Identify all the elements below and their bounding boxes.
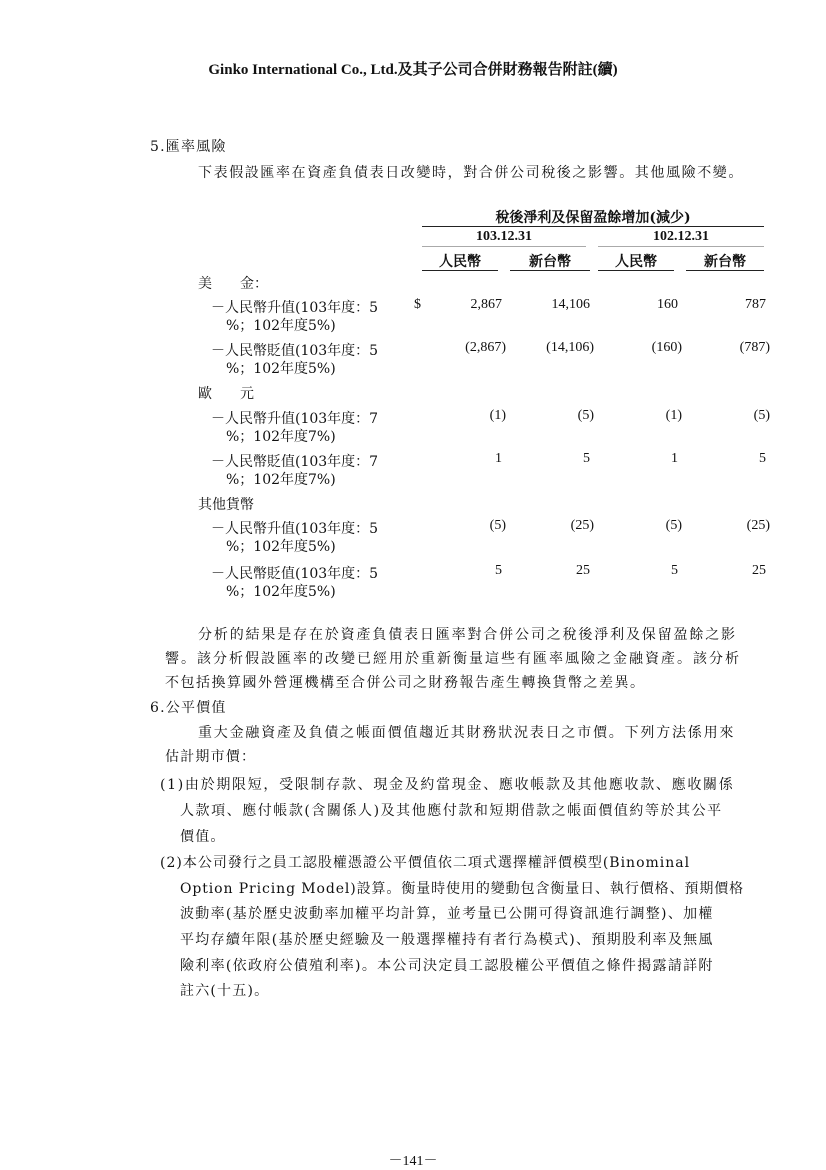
fair-value-item-1-line: 價值。 [180, 829, 226, 845]
col-rule-4 [686, 270, 764, 271]
table-header-rule [422, 226, 764, 227]
table-cell: 2,867 [470, 297, 502, 312]
period-102: 102.12.31 [653, 229, 709, 244]
fair-value-item-2-line: (2)本公司發行之員工認股權憑證公平價值依二項式選擇權評價模型(Binominal [160, 855, 691, 871]
table-cell: 1 [495, 451, 502, 466]
table-cell: 14,106 [551, 297, 590, 312]
row-label-line1: －人民幣貶值(103年度：5 [211, 343, 379, 359]
analysis-line: 不包括換算國外營運機構至合併公司之財務報告產生轉換貨幣之差異。 [165, 675, 646, 691]
period-103-rule [422, 246, 586, 247]
fair-value-item-2-line: 平均存續年限(基於歷史經驗及一般選擇權持有者行為模式)、預期股利率及無風 [180, 932, 714, 948]
col-header-rmb-103: 人民幣 [439, 254, 481, 270]
table-cell: 5 [671, 563, 678, 578]
fair-value-item-2-line: 註六(十五)。 [180, 983, 270, 999]
col-header-twd-102: 新台幣 [704, 254, 746, 270]
table-cell: (14,106) [546, 340, 594, 355]
table-cell: (25) [746, 518, 770, 533]
section-6-intro-line: 重大金融資產及負債之帳面價值趨近其財務狀況表日之市價。下列方法係用來 [198, 725, 736, 741]
row-label-line1: －人民幣升值(103年度：5 [211, 521, 379, 537]
table-cell: 5 [759, 451, 766, 466]
section-5-heading: 5.匯率風險 [150, 139, 227, 155]
period-102-rule [598, 246, 764, 247]
row-label-line2: %；102年度7%) [226, 472, 336, 488]
col-rule-1 [422, 270, 498, 271]
table-cell: (5) [489, 518, 506, 533]
fair-value-item-1-line: (1)由於期限短，受限制存款、現金及約當現金、應收帳款及其他應收款、應收關係 [160, 777, 735, 793]
table-cell: 5 [583, 451, 590, 466]
analysis-line: 分析的結果是存在於資產負債表日匯率對合併公司之稅後淨利及保留盈餘之影 [198, 627, 737, 643]
table-cell: (1) [489, 408, 506, 423]
fair-value-item-2-line: 波動率(基於歷史波動率加權平均計算，並考量已公開可得資訊進行調整)、加權 [180, 906, 714, 922]
table-cell: 25 [576, 563, 590, 578]
table-cell: (787) [739, 340, 770, 355]
row-label-line1: －人民幣貶值(103年度：5 [211, 566, 379, 582]
row-label-line1: －人民幣升值(103年度：5 [211, 300, 379, 316]
row-label-line2: %；102年度5%) [226, 539, 336, 555]
row-label-line2: %；102年度7%) [226, 429, 336, 445]
col-header-rmb-102: 人民幣 [615, 254, 657, 270]
row-label-line2: %；102年度5%) [226, 318, 336, 334]
section-6-intro-line: 估計期市價： [165, 749, 257, 765]
period-103: 103.12.31 [476, 229, 532, 244]
table-cell: 1 [671, 451, 678, 466]
table-cell: (5) [753, 408, 770, 423]
col-rule-3 [598, 270, 674, 271]
page-number: －141－ [388, 1154, 438, 1169]
row-label-line2: %；102年度5%) [226, 584, 336, 600]
group-label-eur: 歐 元 [198, 386, 254, 402]
fair-value-item-2-line: 險利率(依政府公債殖利率)。本公司決定員工認股權公平價值之條件揭露請詳附 [180, 958, 714, 974]
table-cell: (25) [570, 518, 594, 533]
col-rule-2 [510, 270, 590, 271]
table-cell: 160 [657, 297, 678, 312]
row-label-line1: －人民幣貶值(103年度：7 [211, 454, 379, 470]
table-cell: (2,867) [465, 340, 506, 355]
table-cell: (160) [651, 340, 682, 355]
page-header-title: Ginko International Co., Ltd.及其子公司合併財務報告附註(續) [208, 62, 618, 78]
table-group-header: 稅後淨利及保留盈餘增加(減少) [495, 210, 691, 226]
fair-value-item-2-line: Option Pricing Model)設算。衡量時使用的變動包含衡量日、執行價格、預期價格 [180, 881, 745, 897]
analysis-line: 響。該分析假設匯率的改變已經用於重新衡量這些有匯率風險之金融資產。該分析 [165, 651, 741, 667]
table-cell: (1) [665, 408, 682, 423]
table-cell: 25 [752, 563, 766, 578]
table-cell: (5) [665, 518, 682, 533]
currency-symbol: $ [414, 297, 421, 312]
table-cell: 5 [495, 563, 502, 578]
group-label-usd: 美 金： [198, 276, 268, 292]
section-6-heading: 6.公平價值 [150, 700, 227, 716]
section-5-intro: 下表假設匯率在資產負債表日改變時，對合併公司稅後之影響。其他風險不變。 [198, 165, 744, 181]
row-label-line1: －人民幣升值(103年度：7 [211, 411, 379, 427]
col-header-twd-103: 新台幣 [529, 254, 571, 270]
fair-value-item-1-line: 人款項、應付帳款(含關係人)及其他應付款和短期借款之帳面價值約等於其公平 [180, 803, 723, 819]
table-cell: (5) [577, 408, 594, 423]
table-cell: 787 [745, 297, 766, 312]
row-label-line2: %；102年度5%) [226, 361, 336, 377]
group-label-other: 其他貨幣 [198, 497, 254, 513]
